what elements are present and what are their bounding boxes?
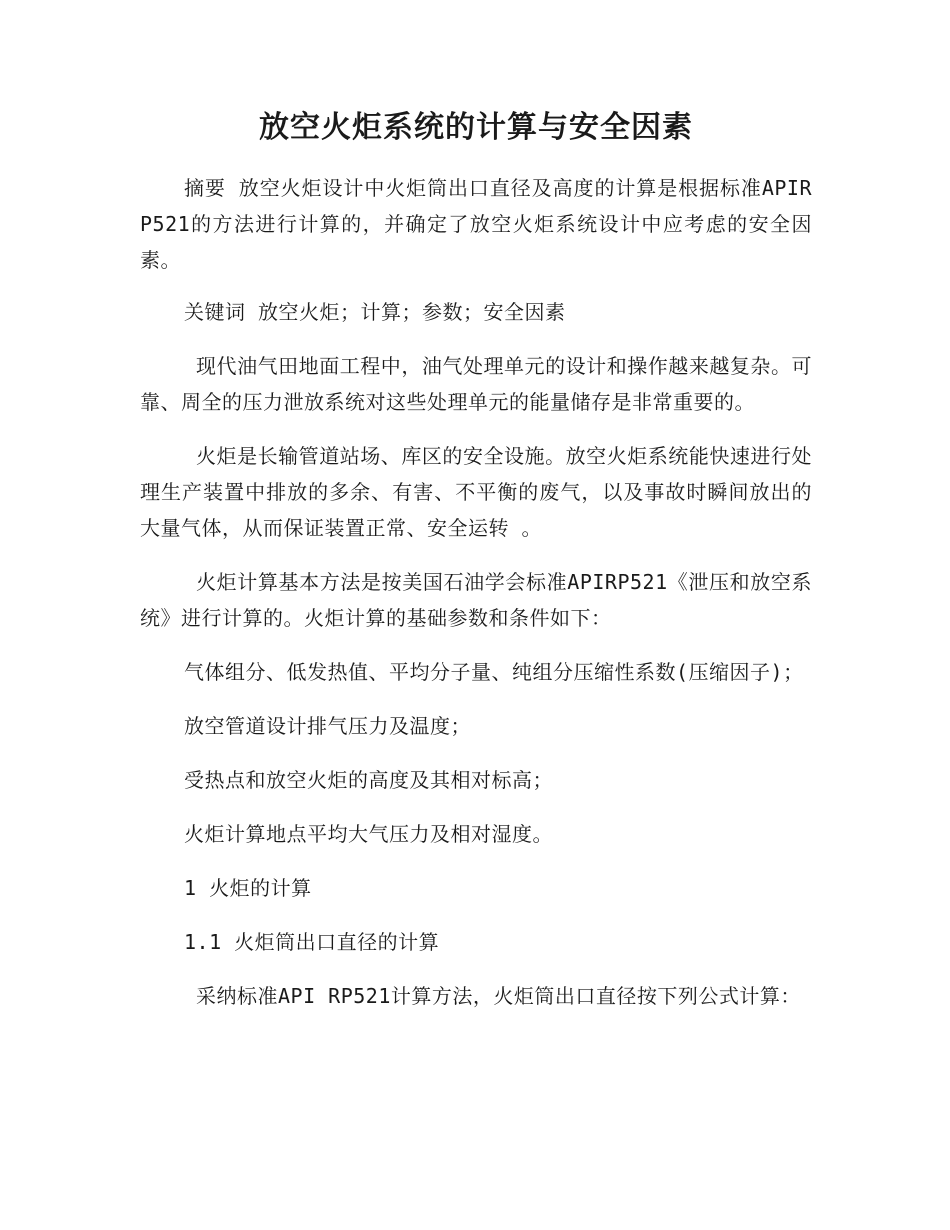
list-paragraph: 受热点和放空火炬的高度及其相对标高； bbox=[184, 768, 553, 792]
subsection-heading: 1.1 火炬筒出口直径的计算 bbox=[184, 930, 440, 954]
body-paragraph: 采纳标准API RP521计算方法，火炬筒出口直径按下列公式计算： bbox=[196, 984, 801, 1008]
body-paragraph: 现代油气田地面工程中，油气处理单元的设计和操作越来越复杂。可靠、周全的压力泄放系统对这些处理单元的能量储存是非常重要的。 bbox=[140, 354, 812, 414]
list-paragraph: 放空管道设计排气压力及温度； bbox=[184, 714, 471, 738]
body-paragraph: 火炬是长输管道站场、库区的安全设施。放空火炬系统能快速进行处理生产装置中排放的多余、有害、不平衡的废气，以及事故时瞬间放出的大量气体，从而保证装置正常、安全运转 。 bbox=[140, 444, 812, 540]
document-page bbox=[140, 108, 812, 1014]
abstract-paragraph: 摘要 放空火炬设计中火炬筒出口直径及高度的计算是根据标准APIRP521的方法进行计算的，并确定了放空火炬系统设计中应考虑的安全因素。 bbox=[140, 176, 812, 272]
document-title: 放空火炬系统的计算与安全因素 bbox=[259, 110, 693, 145]
list-paragraph: 火炬计算地点平均大气压力及相对湿度。 bbox=[184, 822, 553, 846]
keywords-paragraph: 关键词 放空火炬；计算；参数；安全因素 bbox=[184, 300, 566, 324]
body-paragraph: 火炬计算基本方法是按美国石油学会标准APIRP521《泄压和放空系统》进行计算的。火炬计算的基础参数和条件如下： bbox=[140, 570, 812, 630]
list-paragraph: 气体组分、低发热值、平均分子量、纯组分压缩性系数(压缩因子)； bbox=[184, 660, 804, 684]
section-heading: 1 火炬的计算 bbox=[184, 876, 312, 900]
